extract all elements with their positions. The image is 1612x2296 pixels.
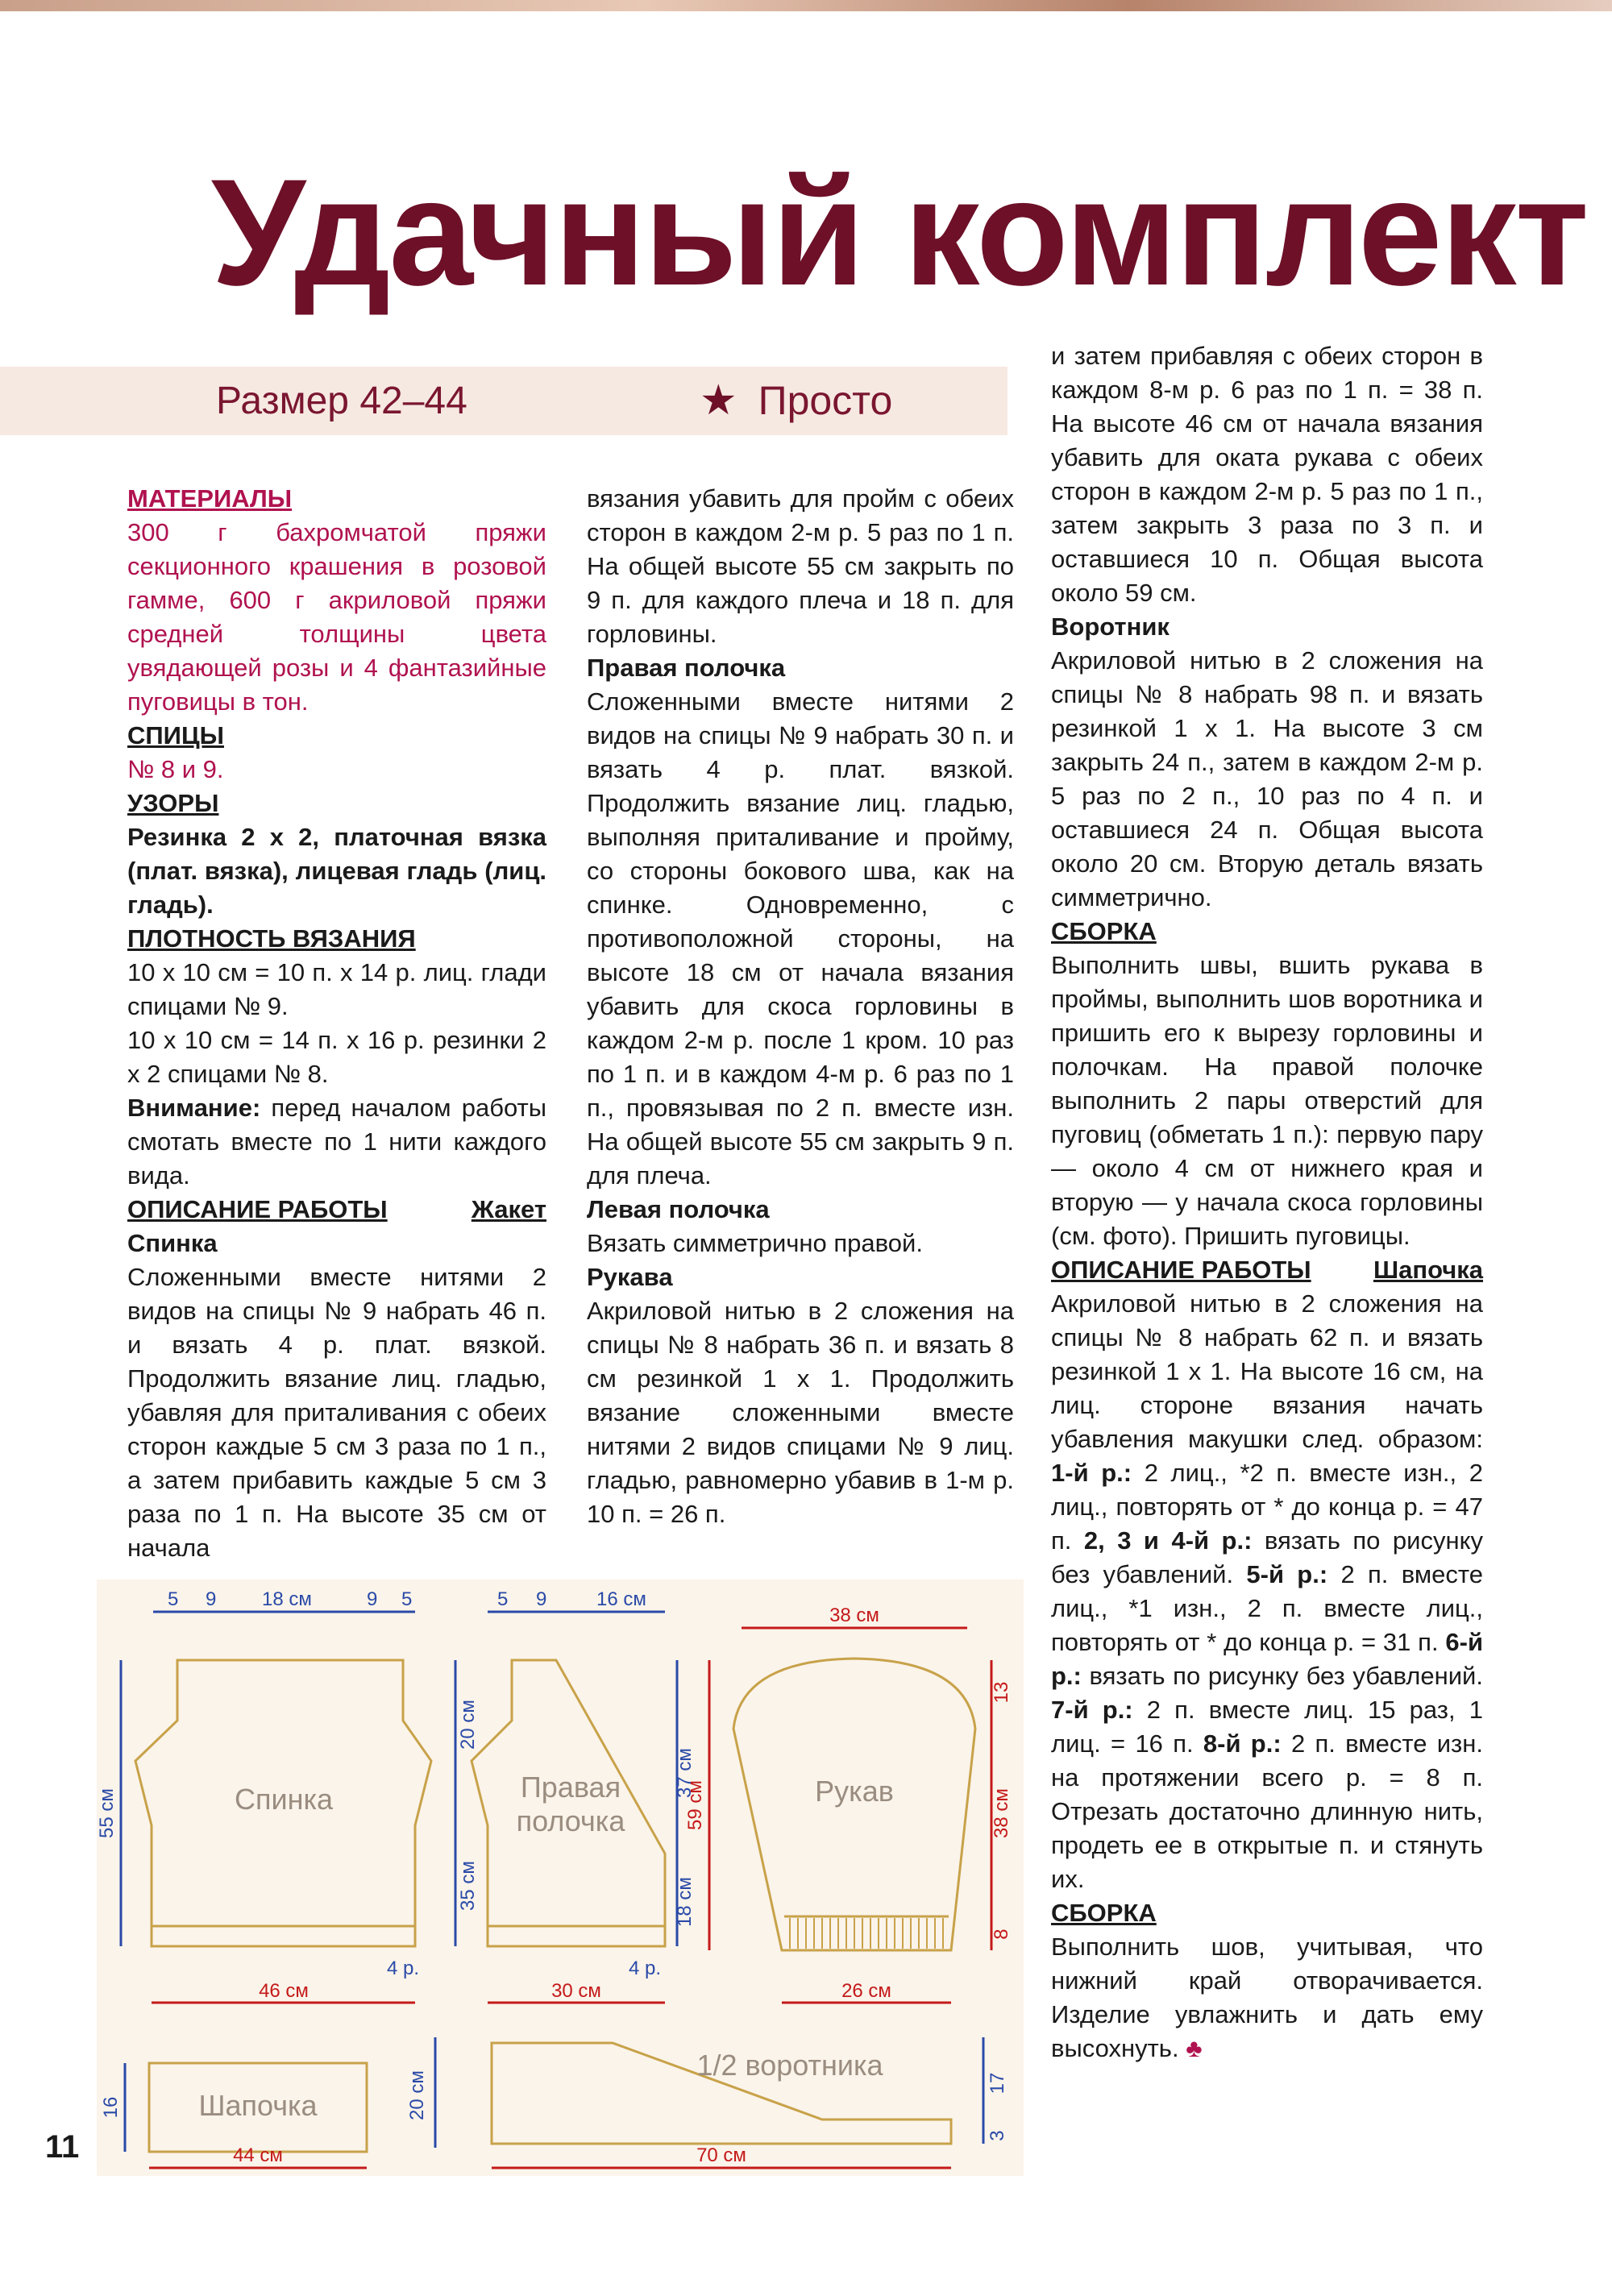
density-text-2: 10 х 10 см = 14 п. х 16 р. резинки 2 х 2 спицами № 8.	[127, 1026, 546, 1088]
needles-text: № 8 и 9.	[127, 755, 224, 783]
club-icon: ♣	[1186, 2034, 1203, 2062]
back-dim-1: 5	[168, 1588, 179, 1610]
collar-bottom-dim: 70 см	[696, 2144, 746, 2166]
materials-heading: МАТЕРИАЛЫ	[127, 484, 293, 513]
text-column-3	[1051, 339, 1483, 2066]
front-label-line1: Правая	[520, 1771, 621, 1804]
patterns-text: Резинка 2 х 2, платочная вязка (плат. вязка), лицевая гладь (лиц. гладь).	[127, 823, 546, 919]
back-continued-text: вязания убавить для пройм с обеих сторон в каждом 2-м р. 5 раз по 1 п. На общей высоте 55 см закрыть по 9 п. для каждого плеча и 18 п. для горловины.	[587, 484, 1014, 648]
description-item: Жакет	[471, 1195, 546, 1223]
collar-label: 1/2 воротника	[696, 2049, 883, 2082]
back-bottom-dim: 46 см	[259, 1980, 309, 2002]
front-bottom-dim: 30 см	[551, 1980, 601, 2002]
text-column-2	[587, 482, 1014, 1531]
back-height-dim: 55 см	[97, 1788, 118, 1838]
hat-row234-label: 2, 3 и 4-й р.:	[1083, 1526, 1253, 1555]
right-front-heading: Правая полочка	[587, 654, 786, 682]
hat-row234-text: вязать по рисунку без убавлений.	[1051, 1526, 1483, 1588]
hat-bottom-dim: 44 см	[233, 2144, 283, 2166]
back-heading: Спинка	[127, 1229, 218, 1257]
star-icon: ★	[700, 377, 737, 424]
assembly2-heading: СБОРКА	[1051, 1899, 1157, 1927]
collar-height-dim: 20 см	[406, 2070, 428, 2120]
front-dim-1: 5	[497, 1588, 509, 1610]
collar-text: Акриловой нитью в 2 сложения на спицы № 8 набрать 98 п. и вязать резинкой 1 х 1. На высоте 3 см закрыть 24 п., затем в каждом 2-м р. 5 раз по 2 п., 10 раз по 4 п. и оставшиеся 24 п. Общая высота около 20 см. Вторую деталь вязать симметрично.	[1051, 646, 1483, 911]
assembly2-body: Выполнить шов, учитывая, что нижний край отворачивается. Изделие увлажнить и дать ему высохнуть.	[1051, 1933, 1483, 2062]
pattern-schematic-svg	[97, 1580, 1024, 2176]
front-neck-total-dim: 37 см	[674, 1748, 696, 1798]
left-front-heading: Левая полочка	[587, 1195, 770, 1223]
sleeve-label: Рукав	[815, 1775, 894, 1808]
top-decorative-strip	[0, 0, 1612, 11]
hat-label: Шапочка	[198, 2089, 318, 2122]
back-dim-4: 9	[367, 1588, 378, 1610]
sleeve-top-dim: 38 см	[829, 1605, 879, 1626]
front-label-line2: полочка	[516, 1804, 625, 1837]
hat-row7-text: 2 п. вместе лиц. 15 раз, 1 лиц. = 16 п.	[1051, 1696, 1483, 1758]
front-lower-dim: 35 см	[457, 1861, 479, 1911]
description-heading: ОПИСАНИЕ РАБОТЫ	[127, 1195, 388, 1223]
hat-row5-text: 2 п. вместе лиц., *1 изн., 2 п. вместе лиц., повторять от * до конца р. = 31 п.	[1051, 1560, 1483, 1656]
front-dim-3: 16 см	[596, 1588, 646, 1610]
back-dim-5: 5	[401, 1588, 413, 1610]
hat-row8-text: 2 п. вместе изн. на протяжении всего р. = 8 п. Отрезать достаточно длинную нить, продеть ее в открытые п. и стянуть их.	[1051, 1729, 1483, 1893]
sleeve-height-dim: 59 см	[684, 1780, 706, 1830]
article-title: Удачный комплект	[211, 147, 1588, 317]
assembly2-text	[1051, 1930, 1483, 2066]
hat-row1-text: 2 лиц., *2 п. вместе изн., 2 лиц., повторять от * до конца р. = 47 п.	[1051, 1459, 1483, 1555]
hat-row5-label: 5-й р.:	[1246, 1560, 1328, 1588]
right-front-text: Сложенными вместе нитями 2 видов на спицы № 9 набрать 30 п. и вязать 4 р. плат. вязкой. Продолжить вязание лиц. гладью, выполняя приталивание и пройму, со стороны бокового шва, как на спинке. Одновременно, с противоположной стороны, на высоте 18 см от начала вязания убавить для скоса горловины в каждом 2-м р. после 1 кром. 10 раз по 1 п. и в каждом 4-м р. 6 раз по 1 п., провязывая по 2 п. вместе изн. На общей высоте 55 см закрыть 9 п. для плеча.	[587, 687, 1014, 1190]
sleeve-ribbing	[790, 1918, 943, 1949]
hat-row6-text: вязать по рисунку без убавлений.	[1081, 1662, 1483, 1690]
hat-row1-label: 1-й р.:	[1051, 1459, 1132, 1487]
page-number: 11	[45, 2129, 80, 2165]
back-dim-3: 18 см	[262, 1588, 312, 1610]
hat-text	[1051, 1287, 1483, 1896]
hat-description-heading: ОПИСАНИЕ РАБОТЫ	[1051, 1256, 1311, 1284]
hat-text-intro: Акриловой нитью в 2 сложения на спицы № 8 набрать 62 п. и вязать резинкой 1 х 1. На высоте 16 см, на лиц. стороне вязания начать убавления макушки след. образом:	[1051, 1289, 1483, 1453]
sleeves-heading: Рукава	[587, 1263, 673, 1291]
hat-row8-label: 8-й р.:	[1203, 1729, 1282, 1758]
density-text-1: 10 х 10 см = 10 п. х 14 р. лиц. глади спицами № 9.	[127, 958, 546, 1020]
front-dim-2: 9	[536, 1588, 547, 1610]
hat-height-dim: 16	[100, 2096, 122, 2119]
text-column-1	[127, 482, 546, 1565]
back-rows: 4 р.	[387, 1958, 420, 1979]
back-text: Сложенными вместе нитями 2 видов на спицы № 9 набрать 46 п. и вязать 4 р. плат. вязкой. Продолжить вязание лиц. гладью, убавляя для приталивания с обеих сторон каждые 5 см 3 раза по 1 п., а затем прибавить каждые 5 см 3 раза по 1 п. На высоте 35 см от начала	[127, 1263, 546, 1562]
collar-right-low-dim: 3	[987, 2130, 1008, 2141]
collar-heading: Воротник	[1051, 612, 1170, 641]
size-label: Размер 42–44	[216, 380, 467, 422]
dimension-lines-red	[149, 1628, 991, 2168]
sleeve-bottom-dim: 26 см	[841, 1980, 891, 2002]
materials-text: 300 г бахромчатой пряжи секционного крашения в розовой гамме, 600 г акриловой пряжи средней толщины цвета увядающей розы и 4 фантазийные пуговицы в тон.	[127, 518, 546, 716]
back-label: Спинка	[234, 1783, 334, 1816]
sleeve-cap-dim: 13	[991, 1681, 1012, 1704]
hat-description-item: Шапочка	[1373, 1256, 1483, 1284]
description-heading-row	[127, 1193, 546, 1227]
density-heading: ПЛОТНОСТЬ ВЯЗАНИЯ	[127, 924, 416, 953]
hat-description-heading-row	[1051, 1253, 1483, 1287]
back-dim-2: 9	[206, 1588, 217, 1610]
attention-text: перед началом работы смотать вместе по 1 нити каждого вида.	[127, 1094, 546, 1190]
assembly-heading: СБОРКА	[1051, 917, 1157, 945]
collar-right-high-dim: 17	[987, 2072, 1008, 2095]
hat-row6-label: 6-й р.:	[1051, 1628, 1483, 1690]
front-upper-dim: 20 см	[457, 1700, 479, 1750]
attention-label: Внимание:	[127, 1094, 261, 1122]
hat-row7-label: 7-й р.:	[1051, 1696, 1133, 1724]
front-neck-lower-dim: 18 см	[674, 1877, 696, 1927]
sleeves-text: Акриловой нитью в 2 сложения на спицы № 8 набрать 36 п. и вязать 8 см резинкой 1 х 1. Продолжить вязание сложенными вместе нитями 2 видов спицами № 9 лиц. гладью, равномерно убавив в 1-м р. 10 п. = 26 п.	[587, 1297, 1014, 1528]
needles-heading: СПИЦЫ	[127, 721, 224, 749]
attention-note	[127, 1091, 546, 1193]
sleeve-mid-dim: 38 см	[991, 1788, 1012, 1838]
left-front-text: Вязать симметрично правой.	[587, 1229, 923, 1257]
front-rows: 4 р.	[629, 1958, 662, 1979]
sleeves-continued-text: и затем прибавляя с обеих сторон в каждом 8-м р. 6 раз по 1 п. = 38 п. На высоте 46 см от начала вязания убавить для оката рукава с обеих сторон в каждом 2-м р. 5 раз по 1 п., затем закрыть 3 раза по 3 п. и оставшиеся 10 п. Общая высота около 59 см.	[1051, 342, 1483, 607]
sleeve-cuff-dim: 8	[991, 1929, 1012, 1940]
difficulty-label: Просто	[758, 378, 893, 423]
patterns-heading: УЗОРЫ	[127, 789, 219, 817]
difficulty-level	[700, 376, 892, 425]
pattern-schematic	[97, 1580, 1024, 2176]
assembly-text: Выполнить швы, вшить рукава в проймы, выполнить шов воротника и пришить его к вырезу горловины и полочкам. На правой полочке выполнить 2 пары отверстий для пуговиц (обметать 1 п.): первую пару — около 4 см от нижнего края и вторую — у начала скоса горловины (см. фото). Пришить пуговицы.	[1051, 951, 1483, 1250]
